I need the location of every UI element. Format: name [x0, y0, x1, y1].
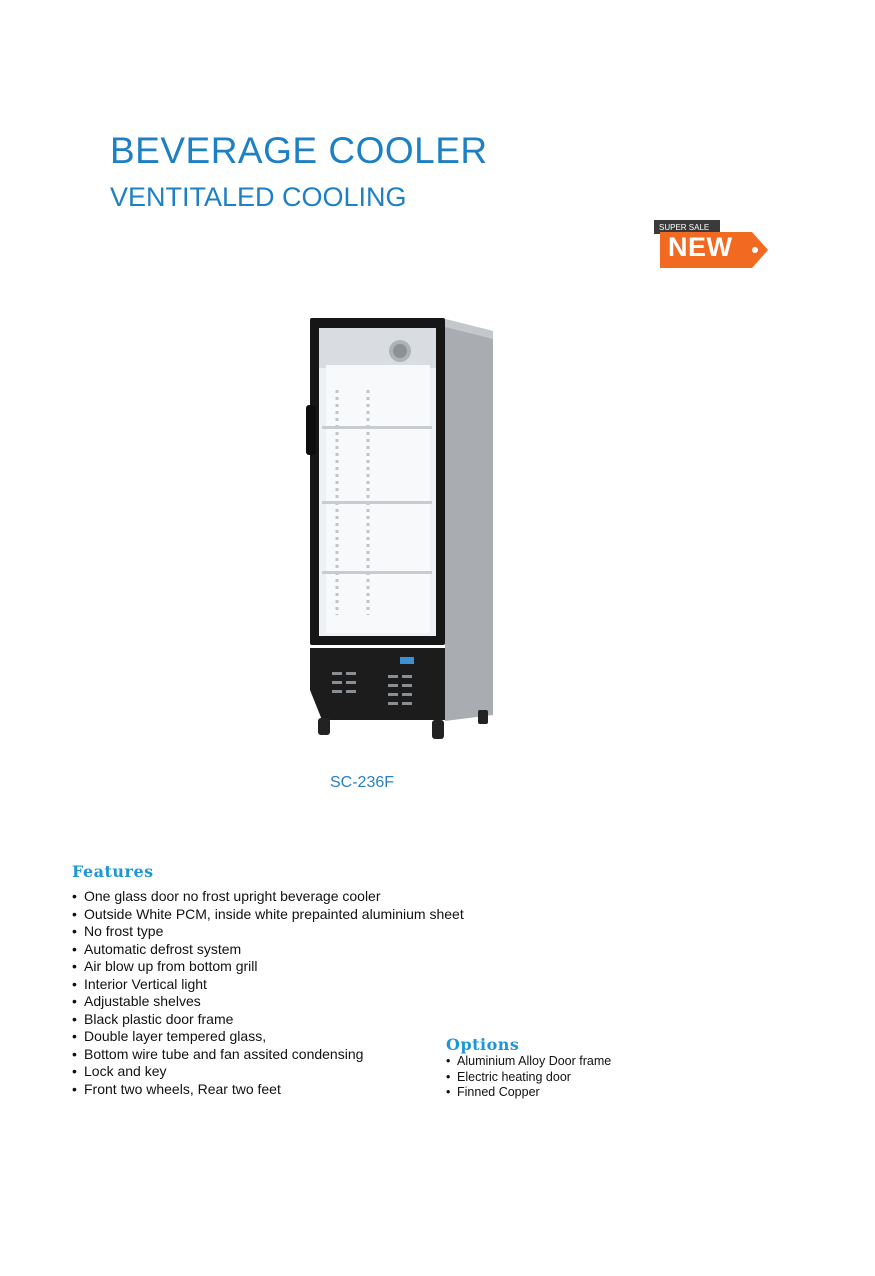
badge-small-text: SUPER SALE — [659, 223, 710, 232]
bullet: • — [72, 958, 77, 974]
badge-big-text: NEW — [668, 232, 733, 262]
list-item: • Bottom wire tube and fan assited condensing — [72, 1045, 364, 1062]
model-number: SC-236F — [330, 774, 395, 791]
bullet: • — [72, 1045, 77, 1062]
bullet: • — [72, 888, 77, 904]
bullet: • — [72, 1028, 77, 1044]
new-badge — [652, 220, 770, 270]
bullet: • — [72, 993, 77, 1009]
bullet: • — [446, 1054, 451, 1068]
page-title: BEVERAGE COOLER — [110, 130, 488, 171]
page-subtitle: VENTITALED COOLING — [110, 182, 407, 212]
list-item: • Air blow up from bottom grill — [72, 958, 258, 974]
list-item: • One glass door no frost upright beverage cooler — [72, 888, 381, 904]
bullet: • — [446, 1085, 451, 1099]
bullet: • — [446, 1069, 451, 1084]
list-item: • Aluminium Alloy Door frame — [446, 1054, 612, 1068]
features-heading: Features — [72, 862, 154, 881]
list-item: • Finned Copper — [446, 1085, 540, 1099]
list-item: • Black plastic door frame — [72, 1010, 234, 1027]
bullet: • — [72, 940, 77, 957]
options-list — [446, 1054, 611, 1101]
list-item: • No frost type — [72, 923, 164, 939]
list-item: • Lock and key — [72, 1063, 167, 1079]
options-heading: Options — [446, 1035, 520, 1054]
bullet: • — [72, 975, 77, 992]
bullet: • — [72, 1010, 77, 1027]
bullet: • — [72, 923, 77, 939]
list-item: • Automatic defrost system — [72, 940, 242, 957]
bullet: • — [72, 905, 77, 922]
list-item: • Double layer tempered glass, — [72, 1028, 267, 1044]
bullet: • — [72, 1080, 77, 1097]
list-item: • Outside White PCM, inside white prepainted aluminium sheet — [72, 905, 464, 922]
bullet: • — [72, 1063, 77, 1079]
list-item: • Adjustable shelves — [72, 993, 201, 1009]
product-image — [300, 315, 500, 745]
list-item: • Front two wheels, Rear two feet — [72, 1080, 281, 1097]
list-item: • Electric heating door — [446, 1069, 571, 1084]
features-list — [72, 888, 464, 1098]
list-item: • Interior Vertical light — [72, 975, 207, 992]
